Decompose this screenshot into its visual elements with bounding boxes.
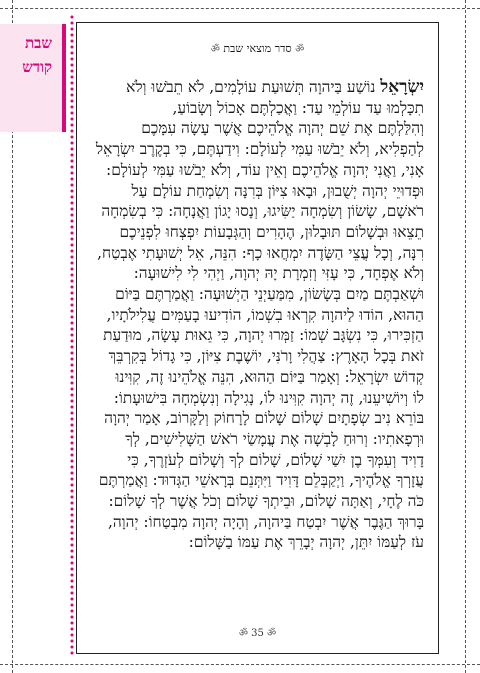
page-number: 35 (251, 628, 264, 639)
text-line: וְלֹא אֶפְחָד, כִּי עָזִּי וְזִמְרָת יָהּ יְהוָה, וַיְהִי לִי לִישׁוּעָה: (133, 264, 424, 283)
text-line: בָּרוּךְ הַגֶּבֶר אֲשֶׁר יִבְטַח בַּיהוָה, וְהָיָה יְהוָה מִבְטַחוֹ: יְהוָה, (107, 512, 424, 531)
cut-guide-top (0, 8, 480, 9)
ornament-icon: ॐ (210, 44, 220, 55)
text-line: הַזְכִּירוּ, כִּי נִשְׂגָּב שְׁמוֹ: זַמְּרוּ יְהוָה, כִּי גֵאוּת עָשָׂה, מוּדַעַת (103, 326, 424, 345)
page-frame (76, 22, 439, 654)
text-line: וּרְפָאתִיו: וְרוּחַ לָבְשָׁה אֶת עֲמָשַׂי רֹאשׁ הַשָּׁלִישִׁים, לְךָ (125, 429, 424, 448)
side-tab-line1: שבת (25, 34, 52, 52)
text-line: אָנִי, וַאֲנִי יְהוָה אֱלֹהֵיכֶם וְאֵין עוֹד, וְלֹא יֵבֹשׁוּ עַמִּי לְעוֹלָם: (106, 160, 424, 179)
text-line: רִנָּה, וְכָל עֲצֵי הַשָּׂדֶה יִמְחֲאוּ כָף: הִנֵּה, אֵל יְשׁוּעָתִי אֶבְטַח, (97, 243, 424, 262)
side-tab-line2: קודש (22, 58, 52, 76)
text-line: יִשְׂרָאֵל נוֹשַׁע בַּיהוָה תְּשׁוּעַת עוֹלָמִים, לֹא תֵבֹשׁוּ וְלֹא (126, 77, 424, 97)
text-line: כֹּה לֶחָי, וְאַתָּה שָׁלוֹם, וּבֵיתְךָ שָׁלוֹם וְכֹל אֲשֶׁר לְךָ שָׁלוֹם: (108, 492, 424, 511)
text-line: קְדוֹשׁ יִשְׂרָאֵל: וְאָמַר בַּיּוֹם הַהוּא, הִנֵּה אֱלֹהֵינוּ זֶה, קִוִּינוּ (115, 367, 424, 386)
ornament-icon: ॐ (295, 44, 305, 55)
text-line: תִכָּלְמוּ עַד עוֹלְמֵי עַד: וַאֲכַלְתֶּם אָכוֹל וְשָׂבוֹעַ, (172, 98, 424, 117)
text-line: עֲזָרְךָ אֱלֹהֶיךָ, וַיְקַבְּלֵם דָּוִיד וַיִּתְּנֵם בְּרָאשֵׁי הַגְּדוּד: וַאֲמַרְתֶּם (98, 471, 424, 490)
text-line: הַהוּא, הוֹדוּ לַיהוָה קִרְאוּ בִשְׁמוֹ, הוֹדִיעוּ בָעַמִּים עֲלִילֹתָיו, (106, 305, 424, 324)
cut-guide-right (465, 0, 466, 673)
ornament-icon: ॐ (267, 628, 277, 639)
text-line: וּשְׁאַבְתֶּם מַיִם בְּשָׂשׂוֹן, מִמַּעַיְנֵי הַיְשׁוּעָה: וַאֲמַרְתֶּם בַּיּוֹם (115, 285, 424, 304)
text-line: תֵצֵאוּ וּבְשָׁלוֹם תּוּבָלוּן, הֶהָרִים וְהַגְּבָעוֹת יִפְצְחוּ לִפְנֵיכֶם (119, 222, 424, 241)
first-word: יִשְׂרָאֵל (380, 77, 424, 97)
dotted-divider (70, 14, 74, 657)
text-line: דָוִיד וְעִמְּךָ בֶן יִשַׁי שָׁלוֹם, שָׁלוֹם לְךָ וְשָׁלוֹם לְעֹזְרֶךָ, כִּי (127, 450, 424, 469)
page-header (77, 41, 438, 55)
ornament-icon: ॐ (238, 628, 248, 639)
page-footer (77, 625, 438, 639)
text-line: רֹאשָׁם, שָׂשׂוֹן וְשִׂמְחָה יַשִּׂיגוּ, וְנָסוּ יָגוֹן וַאֲנָחָה: כִּי בְשִׂמְחָה (101, 202, 424, 221)
page-title: סדר מוצאי שבת (223, 42, 292, 55)
cut-guide-bottom (0, 664, 480, 665)
side-tab (0, 24, 66, 132)
text-line: וּפְדוּיֵי יְהוָה יְשֻׁבוּן, וּבָאוּ צִיּוֹן בְּרִנָּה וְשִׂמְחַת עוֹלָם עַל (131, 181, 424, 200)
text-line: עֹז לְעַמּוֹ יִתֵּן, יְהוָה יְבָרֵךְ אֶת עַמּוֹ בַשָּׁלוֹם: (188, 533, 424, 552)
text-line: לְהַפְלִיא, וְלֹא יֵבֹשׁוּ עַמִּי לְעוֹלָם: וִידַעְתֶּם, כִּי בְקֶרֶב יִשְׂרָאֵל (95, 140, 424, 159)
prayer-text (91, 77, 424, 553)
text-line: לוֹ וְיוֹשִׁיעֵנוּ, זֶה יְהוָה קִוִּינוּ לוֹ, נָגִילָה וְנִשְׂמְחָה בִּישׁוּעָתוֹ: (113, 388, 424, 407)
text-line: בּוֹרֵא נִיב שְׂפָתָיִם שָׁלוֹם שָׁלוֹם לָרָחוֹק וְלַקָּרוֹב, אָמַר יְהוָה (104, 409, 424, 428)
text-line: זֹאת בְּכָל הָאָרֶץ: צַהֲלִי וָרֹנִּי, יוֹשֶׁבֶת צִיּוֹן, כִּי גָדוֹל בְּקִרְבֵּךְ (108, 347, 424, 366)
text-line: וְהִלַּלְתֶּם אֶת שֵׁם יְהוָה אֱלֹהֵיכֶם אֲשֶׁר עָשָׂה עִמָּכֶם (141, 119, 424, 138)
